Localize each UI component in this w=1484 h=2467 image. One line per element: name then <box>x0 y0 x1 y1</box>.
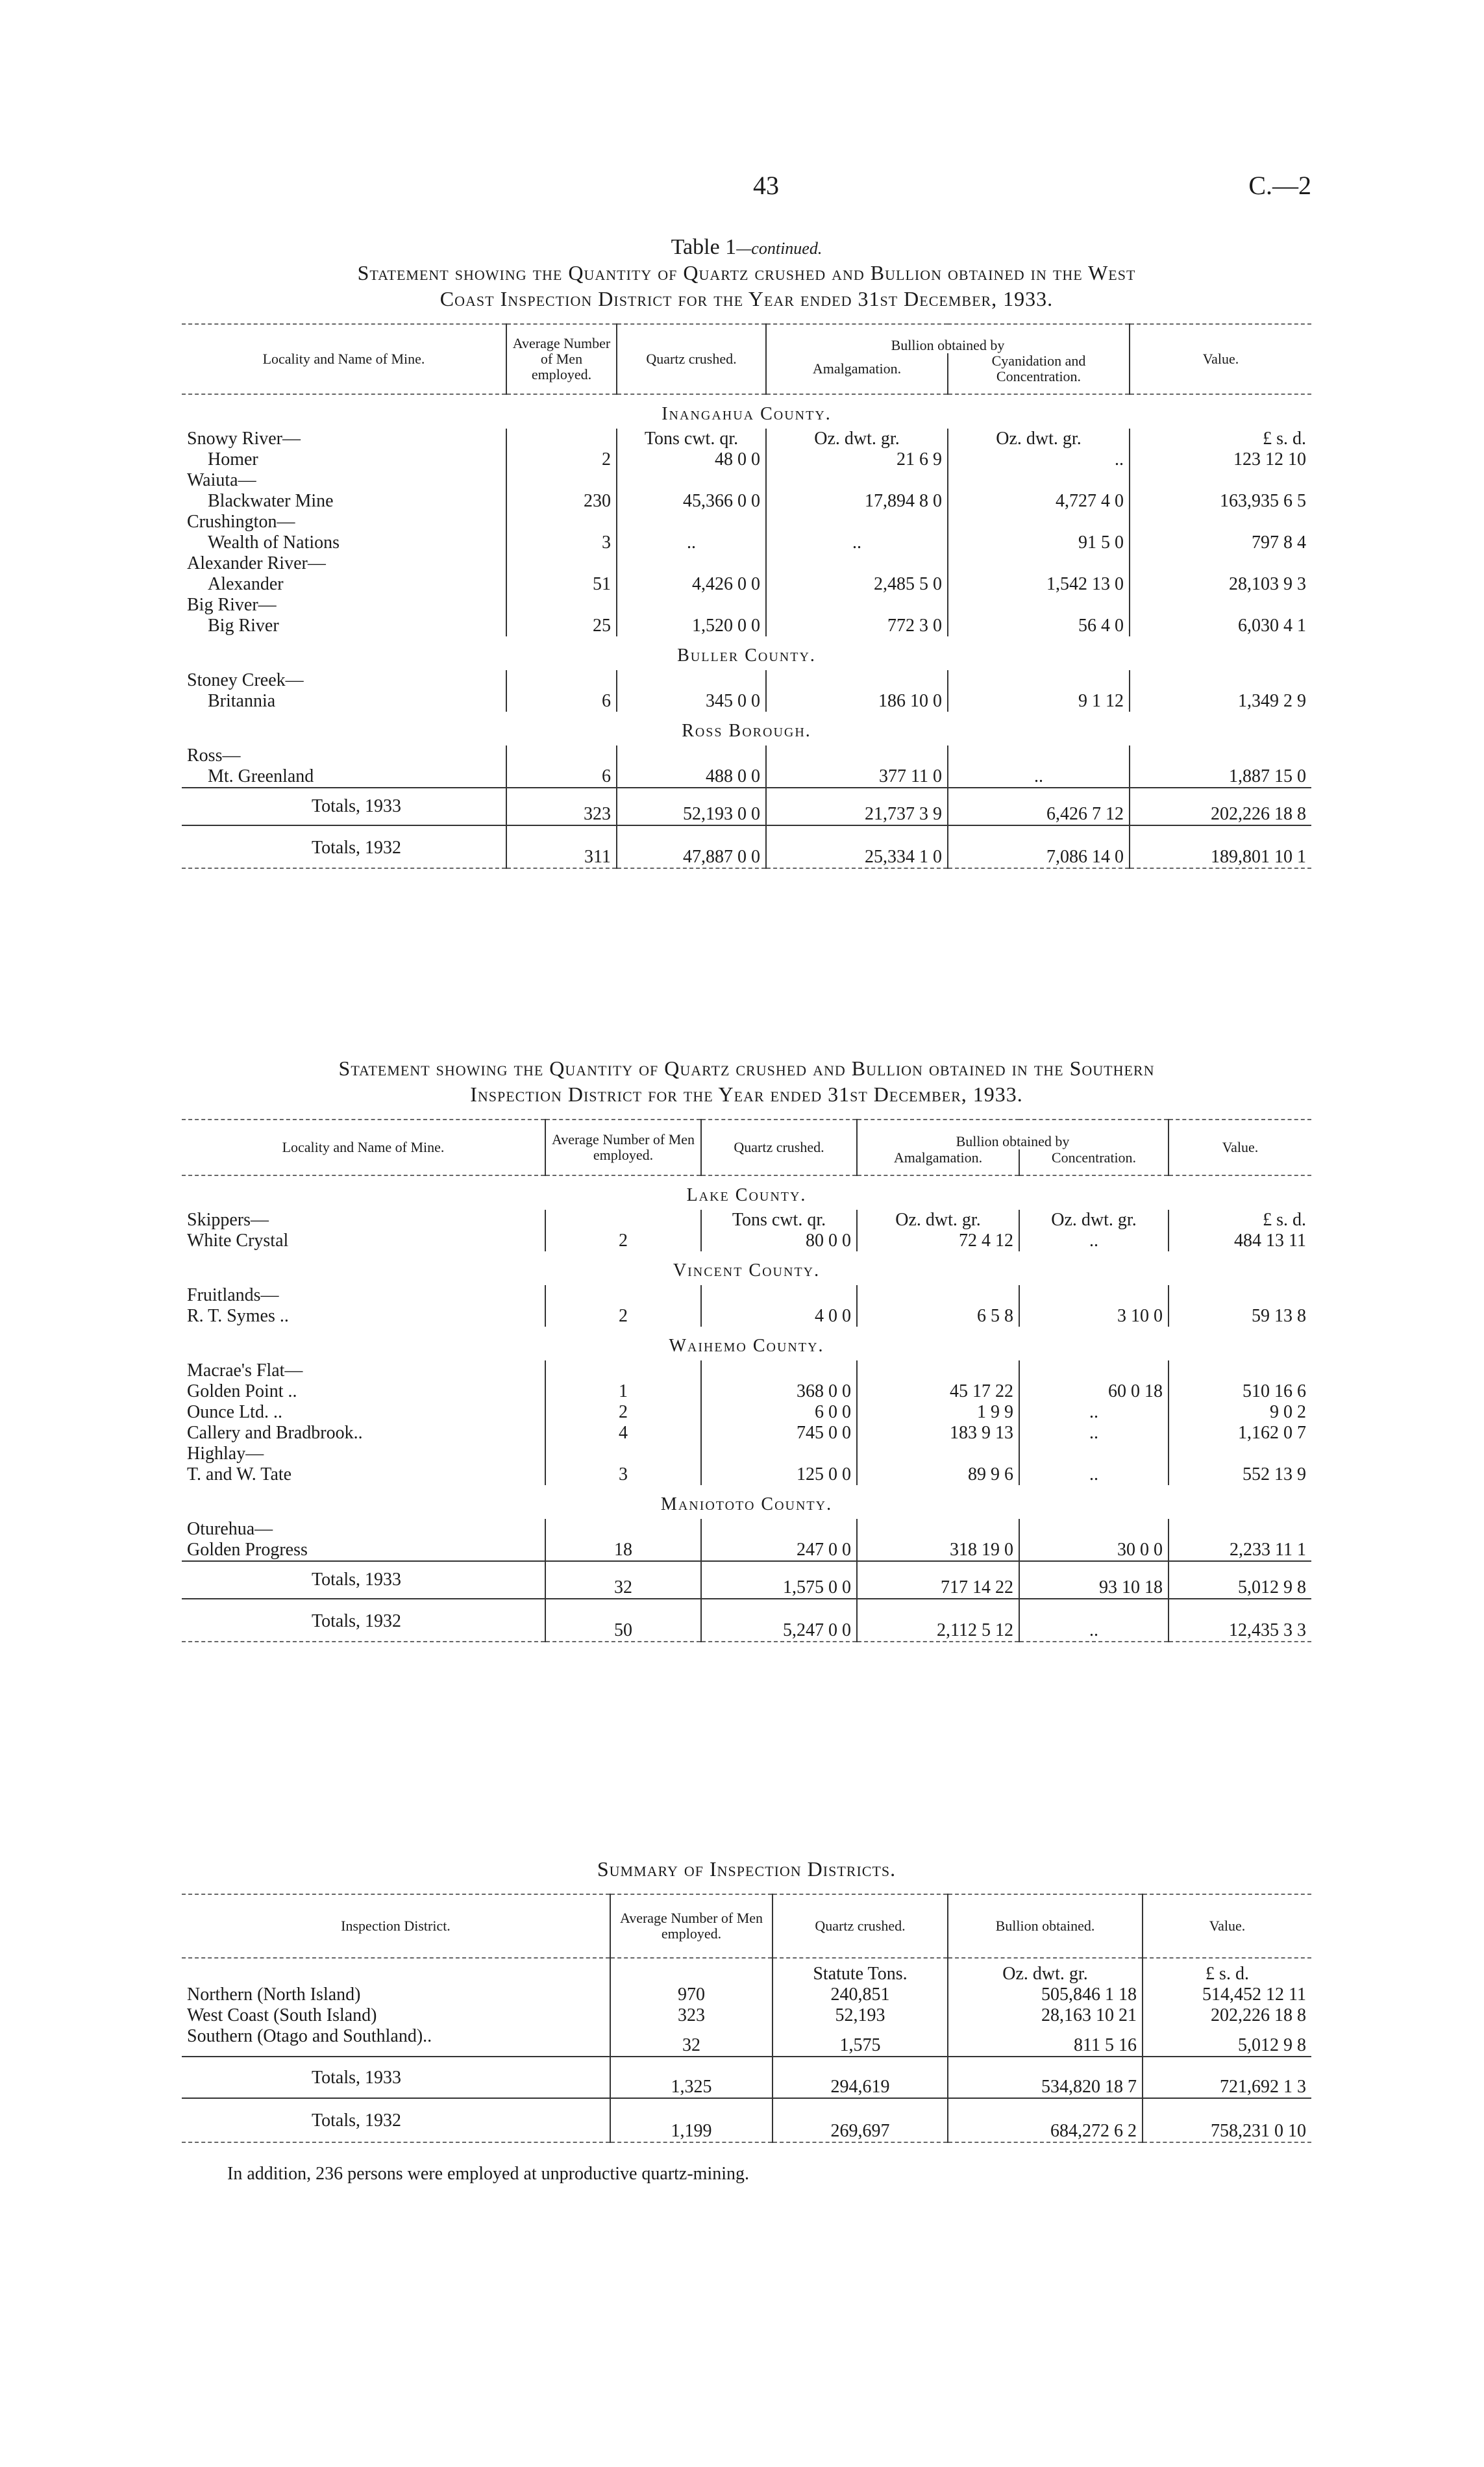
summary-header-value: Value. <box>1143 1894 1311 1958</box>
value-cell: 9 0 2 <box>1169 1402 1311 1423</box>
summary-table <box>182 1894 1311 2143</box>
amal-cell: 21,737 3 9 <box>766 788 948 825</box>
table1-header-quartz: Quartz crushed. <box>617 324 766 394</box>
table1-header-value: Value. <box>1130 324 1311 394</box>
cyan-cell: 91 5 0 <box>948 532 1130 553</box>
conc-cell: 30 0 0 <box>1019 1540 1169 1561</box>
totals-label: Totals, 1932 <box>312 2110 402 2131</box>
quartz-cell: 125 0 0 <box>701 1464 857 1485</box>
quartz-cell: 1,520 0 0 <box>617 616 766 636</box>
document-code: C.—2 <box>1248 171 1311 200</box>
men-cell: 2 <box>545 1231 701 1251</box>
amal-cell: 2,485 5 0 <box>766 574 948 595</box>
summary-header-district: Inspection District. <box>341 1918 451 1934</box>
table1 <box>182 323 1311 869</box>
mine-name: Golden Progress <box>187 1540 308 1560</box>
quartz-cell: 345 0 0 <box>617 691 766 712</box>
mine-name: White Crystal <box>187 1231 289 1251</box>
quartz-cell: 4 0 0 <box>701 1306 857 1327</box>
quartz-cell: 240,851 <box>773 1985 948 2005</box>
bullion-cell: 811 5 16 <box>948 2026 1143 2057</box>
table-row <box>182 2026 1311 2057</box>
conc-cell: .. <box>1019 1464 1169 1485</box>
group-name: Oturehua— <box>187 1519 273 1539</box>
amal-cell: 21 6 9 <box>766 449 948 470</box>
men-cell: 3 <box>545 1464 701 1485</box>
table-row <box>182 616 1311 636</box>
table1-header-men: Average Number of Men employed. <box>506 324 617 394</box>
value-cell: 797 8 4 <box>1130 532 1311 553</box>
men-cell: 32 <box>610 2026 773 2057</box>
unit-label: Tons cwt. qr. <box>701 1210 857 1231</box>
value-cell: 6,030 4 1 <box>1130 616 1311 636</box>
totals-label: Totals, 1932 <box>312 1611 402 1631</box>
unit-label: Oz. dwt. gr. <box>857 1210 1019 1231</box>
amal-cell: .. <box>766 532 948 553</box>
value-cell: 510 16 6 <box>1169 1381 1311 1402</box>
value-cell: 59 13 8 <box>1169 1306 1311 1327</box>
table-row <box>182 532 1311 553</box>
table2-header-amalgamation: Amalgamation. <box>857 1149 1019 1175</box>
value-cell: 1,887 15 0 <box>1130 766 1311 788</box>
table2-title-line1: Statement showing the Quantity of Quartz crushed and Bullion obtained in the Southern <box>338 1057 1155 1080</box>
district-name: Southern (Otago and Southland).. <box>187 2026 432 2046</box>
table-row <box>182 691 1311 712</box>
totals-label: Totals, 1933 <box>312 796 402 816</box>
men-cell: 3 <box>506 532 617 553</box>
men-cell: 50 <box>545 1599 701 1642</box>
table-row <box>182 1540 1311 1561</box>
group-name: Big River— <box>187 595 277 615</box>
county-heading: Vincent County. <box>673 1260 821 1281</box>
quartz-cell: 52,193 <box>773 2005 948 2026</box>
value-cell: 5,012 9 8 <box>1169 1561 1311 1599</box>
summary-note: In addition, 236 persons were employed at unproductive quartz-mining. <box>227 2164 750 2184</box>
men-cell: 4 <box>545 1423 701 1444</box>
table2-header-concentration: Concentration. <box>1019 1149 1169 1175</box>
group-name: Snowy River— <box>187 429 301 449</box>
men-cell: 51 <box>506 574 617 595</box>
group-name: Fruitlands— <box>187 1285 279 1305</box>
county-heading: Inangahua County. <box>662 404 832 424</box>
quartz-cell: 47,887 0 0 <box>617 825 766 868</box>
conc-cell: .. <box>1019 1402 1169 1423</box>
table1-title <box>182 260 1311 312</box>
men-cell: 6 <box>506 766 617 788</box>
quartz-cell: 5,247 0 0 <box>701 1599 857 1642</box>
quartz-cell: 52,193 0 0 <box>617 788 766 825</box>
men-cell: 1,199 <box>610 2098 773 2142</box>
table2-header-quartz: Quartz crushed. <box>701 1120 857 1175</box>
mine-name: Blackwater Mine <box>208 491 334 511</box>
men-cell: 230 <box>506 491 617 512</box>
cyan-cell: 9 1 12 <box>948 691 1130 712</box>
summary-header-quartz: Quartz crushed. <box>773 1894 948 1958</box>
mine-name: Alexander <box>208 574 284 594</box>
table1-header-locality: Locality and Name of Mine. <box>262 351 425 367</box>
unit-label: £ s. d. <box>1130 429 1311 449</box>
quartz-cell: 294,619 <box>773 2057 948 2098</box>
table-row <box>182 2005 1311 2026</box>
men-cell: 18 <box>545 1540 701 1561</box>
totals-row <box>182 1599 1311 1642</box>
amal-cell: 183 9 13 <box>857 1423 1019 1444</box>
conc-cell: 93 10 18 <box>1019 1561 1169 1599</box>
value-cell: 12,435 3 3 <box>1169 1599 1311 1642</box>
men-cell: 2 <box>545 1402 701 1423</box>
table-row <box>182 491 1311 512</box>
cyan-cell: 6,426 7 12 <box>948 788 1130 825</box>
value-cell: 202,226 18 8 <box>1130 788 1311 825</box>
value-cell: 484 13 11 <box>1169 1231 1311 1251</box>
unit-label: £ s. d. <box>1169 1210 1311 1231</box>
value-cell: 202,226 18 8 <box>1143 2005 1311 2026</box>
men-cell: 6 <box>506 691 617 712</box>
table-row <box>182 1381 1311 1402</box>
group-name: Ross— <box>187 745 241 766</box>
amal-cell: 45 17 22 <box>857 1381 1019 1402</box>
men-cell: 323 <box>506 788 617 825</box>
bullion-cell: 28,163 10 21 <box>948 2005 1143 2026</box>
amal-cell: 25,334 1 0 <box>766 825 948 868</box>
value-cell: 5,012 9 8 <box>1143 2026 1311 2057</box>
quartz-cell: 48 0 0 <box>617 449 766 470</box>
mine-name: T. and W. Tate <box>187 1464 292 1484</box>
unit-label: Statute Tons. <box>773 1958 948 1985</box>
quartz-cell: 45,366 0 0 <box>617 491 766 512</box>
conc-cell: .. <box>1019 1231 1169 1251</box>
conc-cell: 60 0 18 <box>1019 1381 1169 1402</box>
summary-title: Summary of Inspection Districts. <box>597 1857 897 1881</box>
table-row <box>182 574 1311 595</box>
mine-name: Mt. Greenland <box>208 766 314 786</box>
totals-row <box>182 825 1311 868</box>
value-cell: 1,162 0 7 <box>1169 1423 1311 1444</box>
table2 <box>182 1119 1311 1642</box>
table2-header-value: Value. <box>1169 1120 1311 1175</box>
quartz-cell: 4,426 0 0 <box>617 574 766 595</box>
cyan-cell: 1,542 13 0 <box>948 574 1130 595</box>
bullion-cell: 684,272 6 2 <box>948 2098 1143 2142</box>
table-row <box>182 1423 1311 1444</box>
group-name: Stoney Creek— <box>187 670 304 690</box>
mine-name: Ounce Ltd. .. <box>187 1402 282 1422</box>
page-header <box>182 170 1311 209</box>
value-cell: 163,935 6 5 <box>1130 491 1311 512</box>
quartz-cell: 269,697 <box>773 2098 948 2142</box>
table-row <box>182 1464 1311 1485</box>
mine-name: Wealth of Nations <box>208 532 340 553</box>
cyan-cell: .. <box>948 449 1130 470</box>
county-heading: Lake County. <box>686 1185 807 1205</box>
county-heading: Waihemo County. <box>669 1336 824 1356</box>
quartz-cell: 80 0 0 <box>701 1231 857 1251</box>
amal-cell: 6 5 8 <box>857 1306 1019 1327</box>
page-number: 43 <box>753 171 779 200</box>
value-cell: 2,233 11 1 <box>1169 1540 1311 1561</box>
value-cell: 721,692 1 3 <box>1143 2057 1311 2098</box>
amal-cell: 772 3 0 <box>766 616 948 636</box>
value-cell: 28,103 9 3 <box>1130 574 1311 595</box>
table2-header-locality: Locality and Name of Mine. <box>282 1139 445 1155</box>
cyan-cell: 7,086 14 0 <box>948 825 1130 868</box>
mine-name: Golden Point .. <box>187 1381 297 1401</box>
amal-cell: 186 10 0 <box>766 691 948 712</box>
group-name: Highlay— <box>187 1444 264 1464</box>
value-cell: 1,349 2 9 <box>1130 691 1311 712</box>
table-row <box>182 1231 1311 1251</box>
table-row <box>182 1402 1311 1423</box>
value-cell: 514,452 12 11 <box>1143 1985 1311 2005</box>
quartz-cell: 247 0 0 <box>701 1540 857 1561</box>
amal-cell: 2,112 5 12 <box>857 1599 1019 1642</box>
table2-header-bullion: Bullion obtained by <box>857 1120 1169 1149</box>
bullion-cell: 505,846 1 18 <box>948 1985 1143 2005</box>
mine-name: Big River <box>208 616 279 636</box>
men-cell: 32 <box>545 1561 701 1599</box>
county-heading: Ross Borough. <box>682 721 811 741</box>
totals-label: Totals, 1933 <box>312 1570 402 1590</box>
cyan-cell: 56 4 0 <box>948 616 1130 636</box>
table-row <box>182 766 1311 788</box>
mine-name: Britannia <box>208 691 276 711</box>
amal-cell: 72 4 12 <box>857 1231 1019 1251</box>
mine-name: Homer <box>208 449 258 470</box>
men-cell: 25 <box>506 616 617 636</box>
conc-cell: 3 10 0 <box>1019 1306 1169 1327</box>
district-name: West Coast (South Island) <box>187 2005 377 2025</box>
district-name: Northern (North Island) <box>187 1985 361 2005</box>
table2-header-men: Average Number of Men employed. <box>545 1120 701 1175</box>
totals-row <box>182 2057 1311 2098</box>
table1-caption <box>182 235 1311 260</box>
summary-header-men: Average Number of Men employed. <box>610 1894 773 1958</box>
summary-header-bullion: Bullion obtained. <box>948 1894 1143 1958</box>
conc-cell: .. <box>1019 1423 1169 1444</box>
quartz-cell: 488 0 0 <box>617 766 766 788</box>
table-row <box>182 1985 1311 2005</box>
table-row <box>182 449 1311 470</box>
table2-section <box>182 1055 1311 1642</box>
mine-name: Callery and Bradbrook.. <box>187 1423 363 1443</box>
table1-caption-text: Table 1 <box>671 235 737 259</box>
quartz-cell: .. <box>617 532 766 553</box>
summary-section <box>182 1856 1311 2185</box>
unit-label: Oz. dwt. gr. <box>766 429 948 449</box>
men-cell: 970 <box>610 1985 773 2005</box>
cyan-cell: .. <box>948 766 1130 788</box>
table1-title-line1: Statement showing the Quantity of Quartz crushed and Bullion obtained in the West <box>357 261 1136 284</box>
county-heading: Maniototo County. <box>660 1494 833 1514</box>
men-cell: 1,325 <box>610 2057 773 2098</box>
men-cell: 2 <box>545 1306 701 1327</box>
quartz-cell: 6 0 0 <box>701 1402 857 1423</box>
value-cell: 123 12 10 <box>1130 449 1311 470</box>
men-cell: 1 <box>545 1381 701 1402</box>
quartz-cell: 368 0 0 <box>701 1381 857 1402</box>
table2-title-line2: Inspection District for the Year ended 31st December, 1933. <box>470 1083 1023 1106</box>
men-cell: 311 <box>506 825 617 868</box>
table1-header-cyanidation: Cyanidation and Concentration. <box>948 353 1130 394</box>
table1-header-amalgamation: Amalgamation. <box>766 353 948 394</box>
bullion-cell: 534,820 18 7 <box>948 2057 1143 2098</box>
totals-row <box>182 788 1311 825</box>
group-name: Macrae's Flat— <box>187 1360 303 1381</box>
mine-name: R. T. Symes .. <box>187 1306 289 1326</box>
group-name: Alexander River— <box>187 553 326 573</box>
men-cell: 2 <box>506 449 617 470</box>
table-row <box>182 1306 1311 1327</box>
amal-cell: 318 19 0 <box>857 1540 1019 1561</box>
totals-label: Totals, 1933 <box>312 2068 402 2088</box>
value-cell: 189,801 10 1 <box>1130 825 1311 868</box>
table1-caption-suffix: —continued. <box>736 239 822 258</box>
totals-row <box>182 1561 1311 1599</box>
table1-section <box>182 235 1311 869</box>
amal-cell: 89 9 6 <box>857 1464 1019 1485</box>
quartz-cell: 745 0 0 <box>701 1423 857 1444</box>
unit-label: Oz. dwt. gr. <box>948 1958 1143 1985</box>
group-name: Waiuta— <box>187 470 256 490</box>
table2-title <box>182 1055 1311 1107</box>
unit-label: Tons cwt. qr. <box>617 429 766 449</box>
county-heading: Buller County. <box>677 645 816 666</box>
unit-label: Oz. dwt. gr. <box>1019 1210 1169 1231</box>
totals-row <box>182 2098 1311 2142</box>
quartz-cell: 1,575 0 0 <box>701 1561 857 1599</box>
amal-cell: 17,894 8 0 <box>766 491 948 512</box>
table1-header-bullion: Bullion obtained by <box>766 324 1130 353</box>
value-cell: 552 13 9 <box>1169 1464 1311 1485</box>
amal-cell: 1 9 9 <box>857 1402 1019 1423</box>
table1-title-line2: Coast Inspection District for the Year ended 31st December, 1933. <box>439 287 1054 310</box>
conc-cell: .. <box>1019 1599 1169 1642</box>
unit-label: £ s. d. <box>1143 1958 1311 1985</box>
group-name: Crushington— <box>187 512 295 532</box>
group-name: Skippers— <box>187 1210 269 1230</box>
totals-label: Totals, 1932 <box>312 838 402 858</box>
amal-cell: 717 14 22 <box>857 1561 1019 1599</box>
amal-cell: 377 11 0 <box>766 766 948 788</box>
value-cell: 758,231 0 10 <box>1143 2098 1311 2142</box>
quartz-cell: 1,575 <box>773 2026 948 2057</box>
men-cell: 323 <box>610 2005 773 2026</box>
cyan-cell: 4,727 4 0 <box>948 491 1130 512</box>
unit-label: Oz. dwt. gr. <box>948 429 1130 449</box>
